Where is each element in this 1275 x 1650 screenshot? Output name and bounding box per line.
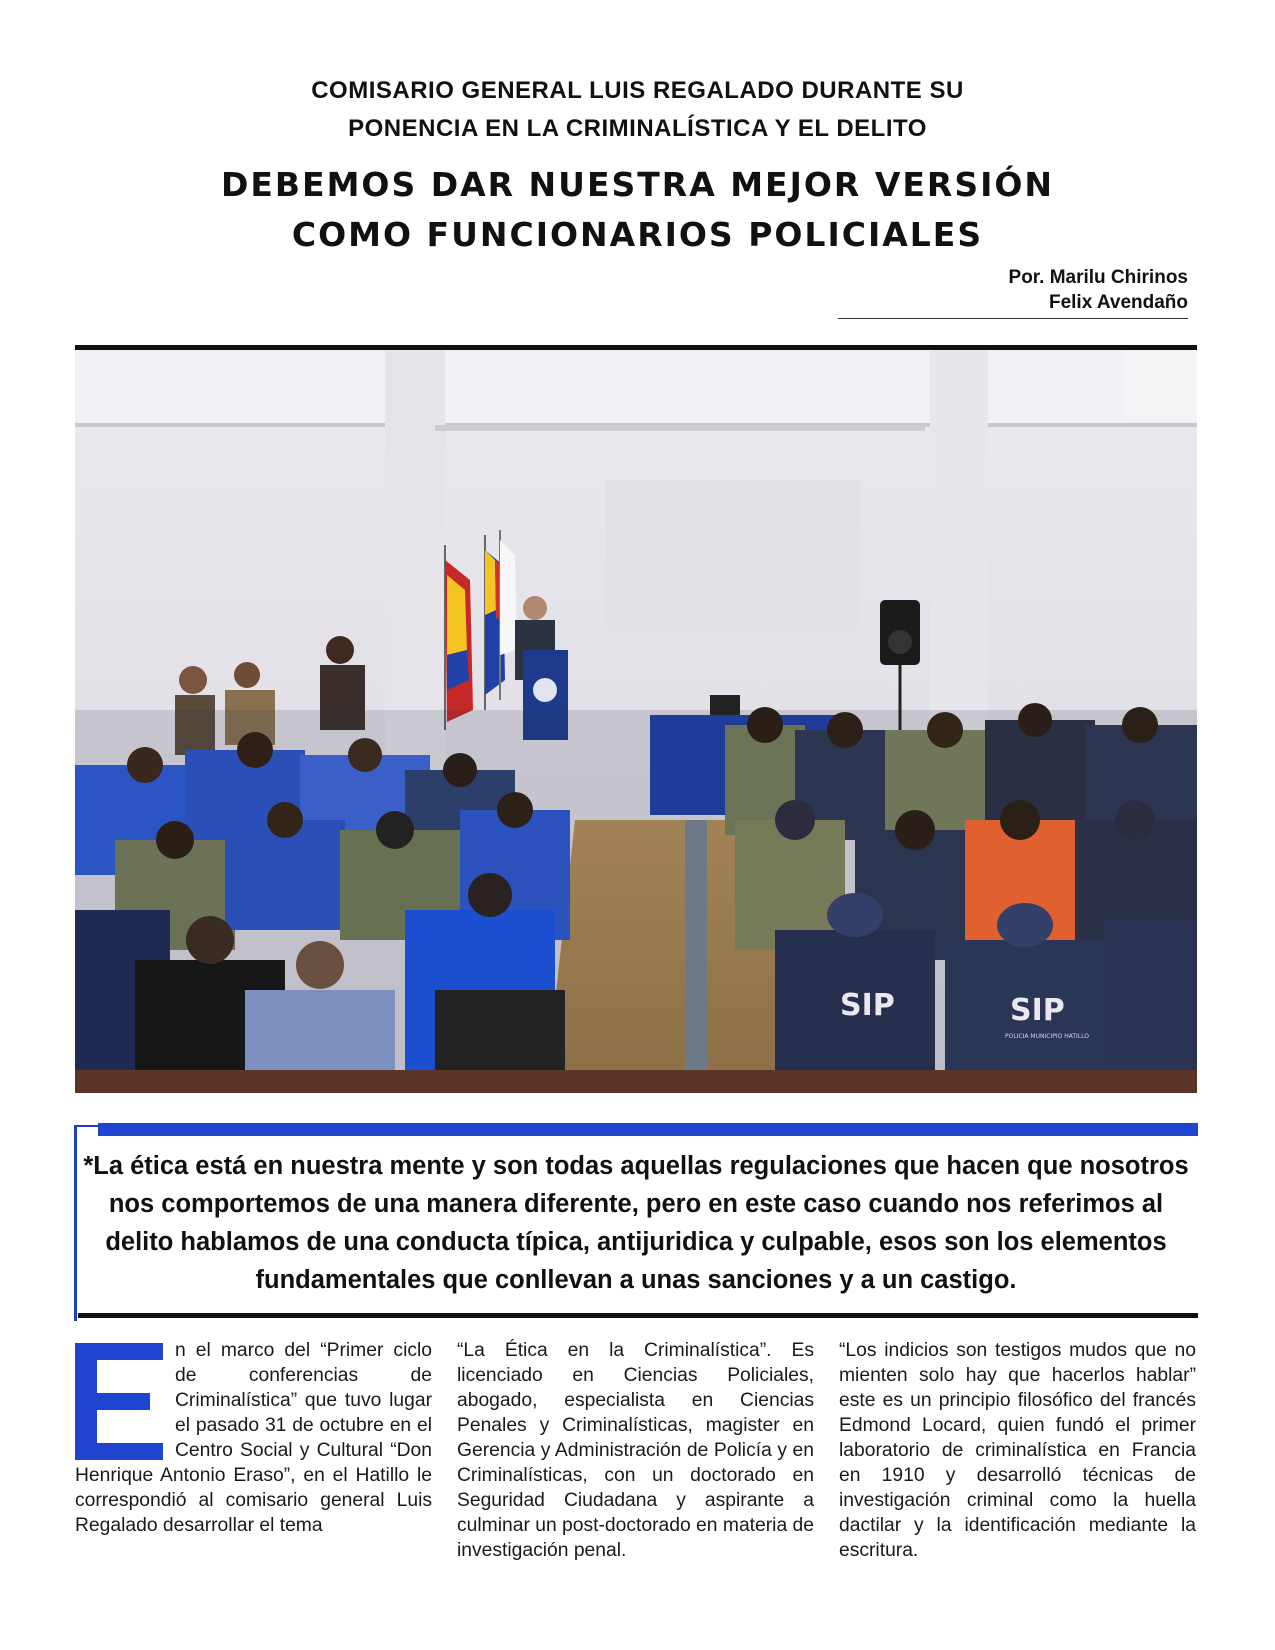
- shirt-label-1: SIP: [840, 988, 895, 1023]
- headline-line-1: DEBEMOS DAR NUESTRA MEJOR VERSIÓN: [220, 165, 1055, 204]
- body-column-2-text: “La Ética en la Criminalística”. Es licenciado en Ciencias Policiales, abogado, especialista en Ciencias Penales y Criminalísticas, magister en Gerencia y Administración de Policía y en Criminalísticas, con un doctorado en Seguridad Ciudadana y aspirante a culminar un post-doctorado en materia de investigación penal.: [457, 1340, 814, 1561]
- pull-quote-text: *La ética está en nuestra mente y son todas aquellas regulaciones que hacen que nosotros nos comportemos de una manera diferente, pero en este caso cuando nos referimos al delito hablamos de una conducta típica, antijuridica y culpable, esos son los elementos fundamentales que conllevan a unas sanciones y a un castigo.: [83, 1152, 1189, 1294]
- shirt-sublabel: POLICIA MUNICIPIO HATILLO: [1005, 1033, 1090, 1040]
- pull-quote-bottom-rule: [78, 1313, 1198, 1318]
- kicker-line-1: COMISARIO GENERAL LUIS REGALADO DURANTE SU: [311, 77, 964, 104]
- conference-photo: [75, 350, 1197, 1093]
- body-column-1-text: n el marco del “Primer ciclo de conferencias de Criminalística” que tuvo lugar el pasado 31 de octubre en el Centro Social y Cultural “Don Henrique Antonio Eraso”, en el Hatillo le correspondió al comisario general Luis Regalado desarrollar el tema: [75, 1340, 432, 1536]
- article-headline: [0, 160, 1275, 260]
- pull-quote-box: [74, 1123, 1198, 1321]
- byline-author-1: Por. Marilu Chirinos: [1008, 267, 1188, 288]
- pull-quote-left-rule: [74, 1125, 77, 1321]
- shirt-label-2: SIP: [1010, 993, 1065, 1028]
- article-kicker: [0, 72, 1275, 148]
- headline-line-2: COMO FUNCIONARIOS POLICIALES: [291, 215, 984, 254]
- body-column-3-text: “Los indicios son testigos mudos que no mienten solo hay que hacerlos hablar” este es un principio filosófico del francés Edmond Locard, quien fundó el primer laboratorio de criminalística en Francia en 1910 y desarrolló técnicas de investigación criminal como la huella dactilar y la identificación mediante la escritura.: [839, 1340, 1196, 1561]
- byline: [1009, 265, 1188, 315]
- pull-quote-corner-rule: [74, 1125, 98, 1127]
- drop-cap: [75, 1343, 163, 1460]
- body-column-1: [75, 1338, 432, 1538]
- byline-rule: [838, 318, 1188, 319]
- pull-quote-top-rule: [98, 1123, 1198, 1136]
- body-column-2: [457, 1338, 814, 1563]
- byline-author-2: Felix Avendaño: [1048, 292, 1188, 313]
- kicker-line-2: PONENCIA EN LA CRIMINALÍSTICA Y EL DELITO: [348, 115, 927, 142]
- body-column-3: [839, 1338, 1196, 1563]
